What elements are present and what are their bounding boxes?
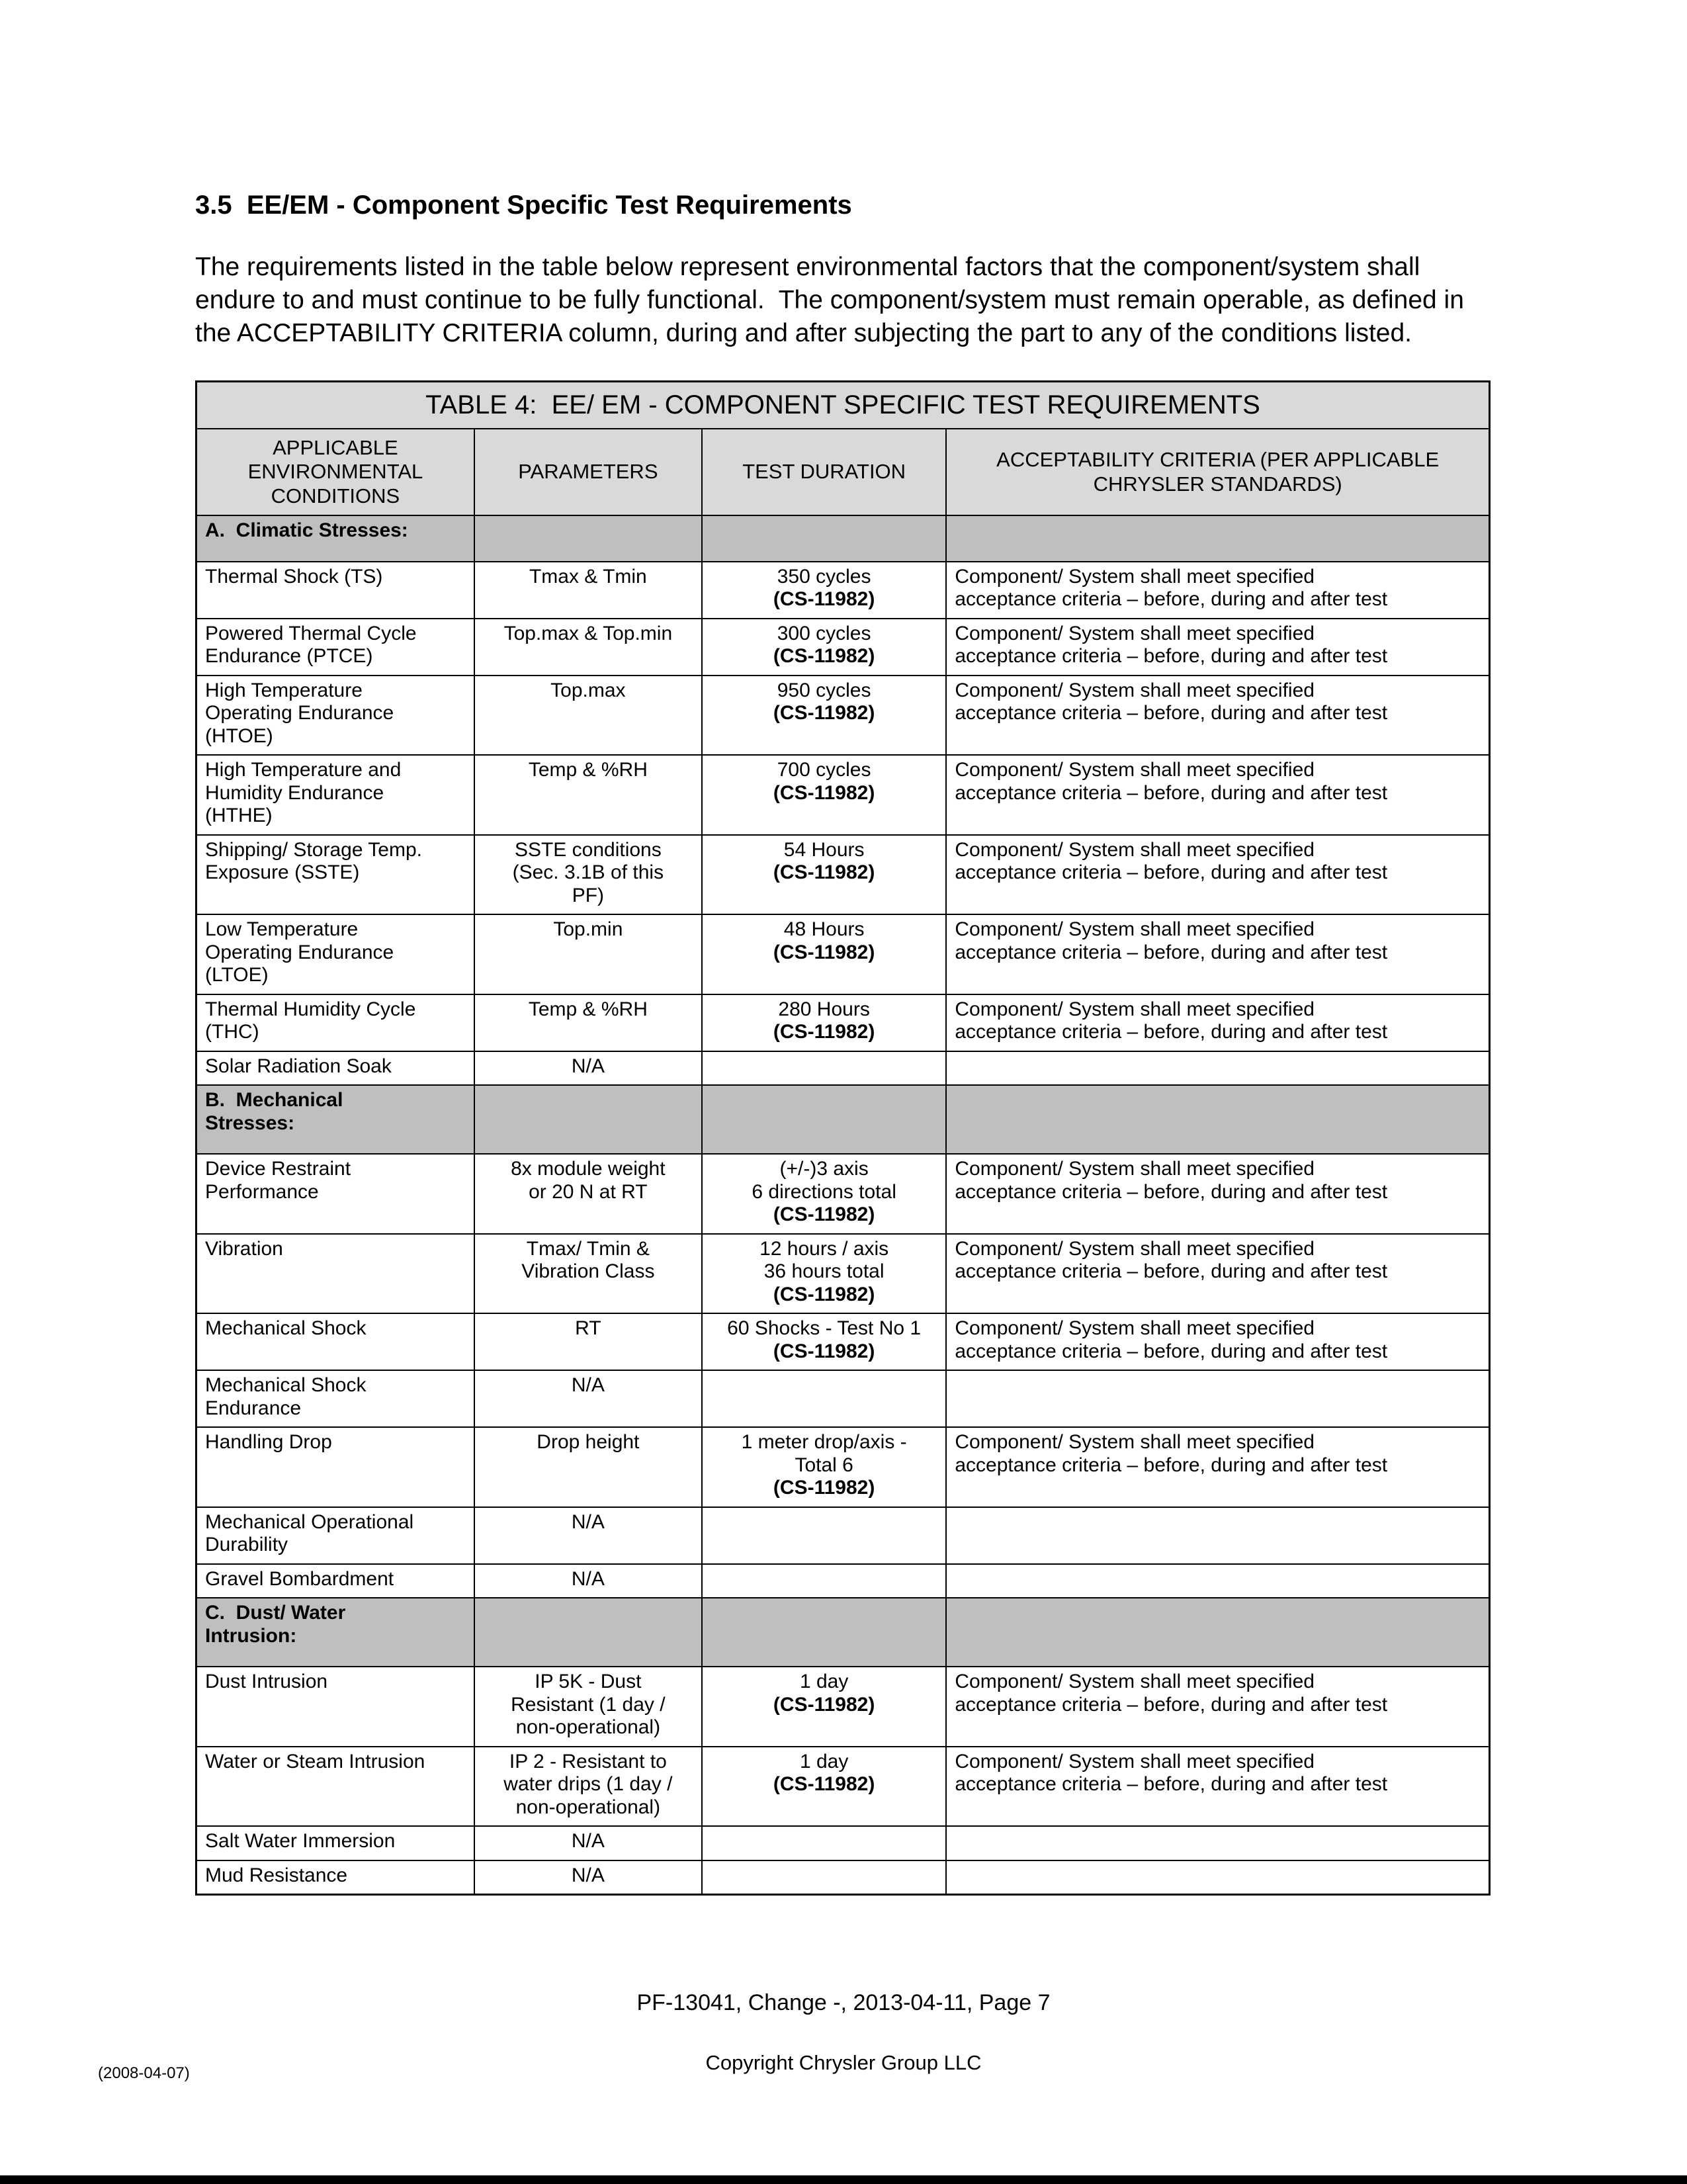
condition-cell: Thermal Humidity Cycle (THC) bbox=[196, 994, 474, 1051]
requirements-table bbox=[195, 380, 1491, 1896]
table-row bbox=[196, 676, 1490, 756]
duration-cell bbox=[702, 1826, 946, 1860]
duration-cell: 280 Hours (CS-11982) bbox=[702, 994, 946, 1051]
section-empty-cell bbox=[702, 515, 946, 562]
table-row bbox=[196, 1051, 1490, 1086]
condition-cell: Thermal Shock (TS) bbox=[196, 562, 474, 619]
table-title: TABLE 4: EE/ EM - COMPONENT SPECIFIC TEST REQUIREMENTS bbox=[196, 381, 1490, 429]
table-row bbox=[196, 1370, 1490, 1427]
parameters-cell: Drop height bbox=[474, 1427, 702, 1507]
duration-cell: 700 cycles (CS-11982) bbox=[702, 755, 946, 835]
duration-cell bbox=[702, 1564, 946, 1598]
table-title-row bbox=[196, 381, 1490, 429]
standard-reference: (CS-11982) bbox=[773, 941, 875, 963]
acceptance-criteria-cell bbox=[946, 1826, 1489, 1860]
table-header-row bbox=[196, 429, 1490, 516]
parameters-cell: IP 5K - Dust Resistant (1 day / non-operational) bbox=[474, 1667, 702, 1747]
parameters-cell: Tmax/ Tmin & Vibration Class bbox=[474, 1234, 702, 1314]
section-empty-cell bbox=[702, 1598, 946, 1667]
acceptance-criteria-cell bbox=[946, 1051, 1489, 1086]
acceptance-criteria-cell: Component/ System shall meet specified acceptance criteria – before, during and after test bbox=[946, 1313, 1489, 1370]
parameters-cell: IP 2 - Resistant to water drips (1 day / non-operational) bbox=[474, 1747, 702, 1827]
duration-cell bbox=[702, 1507, 946, 1564]
condition-cell: Dust Intrusion bbox=[196, 1667, 474, 1747]
table-row bbox=[196, 1564, 1490, 1598]
condition-cell: Mud Resistance bbox=[196, 1860, 474, 1895]
acceptance-criteria-cell: Component/ System shall meet specified acceptance criteria – before, during and after test bbox=[946, 1154, 1489, 1234]
duration-cell bbox=[702, 1370, 946, 1427]
duration-cell: 1 day (CS-11982) bbox=[702, 1667, 946, 1747]
standard-reference: (CS-11982) bbox=[773, 1340, 875, 1362]
parameters-cell: Top.max bbox=[474, 676, 702, 756]
section-empty-cell bbox=[474, 1598, 702, 1667]
standard-reference: (CS-11982) bbox=[773, 1021, 875, 1043]
table-row bbox=[196, 1313, 1490, 1370]
standard-reference: (CS-11982) bbox=[773, 645, 875, 668]
parameters-cell: N/A bbox=[474, 1564, 702, 1598]
table-body bbox=[196, 515, 1490, 1895]
duration-cell: 54 Hours (CS-11982) bbox=[702, 835, 946, 915]
parameters-cell: Tmax & Tmin bbox=[474, 562, 702, 619]
condition-cell: Shipping/ Storage Temp. Exposure (SSTE) bbox=[196, 835, 474, 915]
column-header-test-duration: TEST DURATION bbox=[702, 429, 946, 516]
acceptance-criteria-cell: Component/ System shall meet specified acceptance criteria – before, during and after test bbox=[946, 1234, 1489, 1314]
condition-cell: High Temperature Operating Endurance (HTOE) bbox=[196, 676, 474, 756]
section-label: C. Dust/ Water Intrusion: bbox=[196, 1598, 474, 1667]
parameters-cell: N/A bbox=[474, 1370, 702, 1427]
acceptance-criteria-cell: Component/ System shall meet specified acceptance criteria – before, during and after test bbox=[946, 1667, 1489, 1747]
table-row bbox=[196, 1747, 1490, 1827]
table-row bbox=[196, 1234, 1490, 1314]
column-header-acceptability-criteria: ACCEPTABILITY CRITERIA (PER APPLICABLE CHRYSLER STANDARDS) bbox=[946, 429, 1489, 516]
standard-reference: (CS-11982) bbox=[773, 1477, 875, 1499]
table-row bbox=[196, 562, 1490, 619]
standard-reference: (CS-11982) bbox=[773, 861, 875, 884]
condition-cell: Mechanical Shock Endurance bbox=[196, 1370, 474, 1427]
table-row bbox=[196, 994, 1490, 1051]
condition-cell: Solar Radiation Soak bbox=[196, 1051, 474, 1086]
parameters-cell: Top.min bbox=[474, 914, 702, 994]
section-empty-cell bbox=[474, 1085, 702, 1154]
section-empty-cell bbox=[474, 515, 702, 562]
parameters-cell: Top.max & Top.min bbox=[474, 619, 702, 676]
parameters-cell: Temp & %RH bbox=[474, 755, 702, 835]
acceptance-criteria-cell bbox=[946, 1564, 1489, 1598]
standard-reference: (CS-11982) bbox=[773, 588, 875, 611]
table-section-row bbox=[196, 1085, 1490, 1154]
acceptance-criteria-cell bbox=[946, 1860, 1489, 1895]
acceptance-criteria-cell: Component/ System shall meet specified acceptance criteria – before, during and after test bbox=[946, 1427, 1489, 1507]
condition-cell: Mechanical Shock bbox=[196, 1313, 474, 1370]
table-row bbox=[196, 1154, 1490, 1234]
condition-cell: Gravel Bombardment bbox=[196, 1564, 474, 1598]
column-header-parameters: PARAMETERS bbox=[474, 429, 702, 516]
table-row bbox=[196, 1860, 1490, 1895]
table-row bbox=[196, 619, 1490, 676]
table-row bbox=[196, 835, 1490, 915]
column-header-conditions: APPLICABLE ENVIRONMENTAL CONDITIONS bbox=[196, 429, 474, 516]
acceptance-criteria-cell: Component/ System shall meet specified acceptance criteria – before, during and after test bbox=[946, 676, 1489, 756]
table-row bbox=[196, 1667, 1490, 1747]
duration-cell: 48 Hours (CS-11982) bbox=[702, 914, 946, 994]
copyright-line: Copyright Chrysler Group LLC bbox=[705, 2051, 982, 2074]
table-row bbox=[196, 1826, 1490, 1860]
duration-cell: (+/-)3 axis 6 directions total (CS-11982) bbox=[702, 1154, 946, 1234]
acceptance-criteria-cell bbox=[946, 1370, 1489, 1427]
acceptance-criteria-cell: Component/ System shall meet specified acceptance criteria – before, during and after test bbox=[946, 1747, 1489, 1827]
table-section-row bbox=[196, 515, 1490, 562]
scan-artifact-bottom bbox=[0, 2175, 1687, 2184]
condition-cell: Salt Water Immersion bbox=[196, 1826, 474, 1860]
table-section-row bbox=[196, 1598, 1490, 1667]
section-empty-cell bbox=[946, 1085, 1489, 1154]
condition-cell: Handling Drop bbox=[196, 1427, 474, 1507]
table-row bbox=[196, 914, 1490, 994]
standard-reference: (CS-11982) bbox=[773, 1283, 875, 1305]
section-empty-cell bbox=[702, 1085, 946, 1154]
intro-paragraph: The requirements listed in the table below represent environmental factors that the component/system shall endure to and must continue to be fully functional. The component/system must remain operable, as defined in the ACCEPTABILITY CRITERIA column, during and after subjecting the part to any of the conditions listed. bbox=[195, 253, 1464, 347]
acceptance-criteria-cell: Component/ System shall meet specified acceptance criteria – before, during and after test bbox=[946, 835, 1489, 915]
acceptance-criteria-cell: Component/ System shall meet specified acceptance criteria – before, during and after test bbox=[946, 619, 1489, 676]
parameters-cell: N/A bbox=[474, 1507, 702, 1564]
acceptance-criteria-cell: Component/ System shall meet specified acceptance criteria – before, during and after test bbox=[946, 914, 1489, 994]
condition-cell: Mechanical Operational Durability bbox=[196, 1507, 474, 1564]
standard-reference: (CS-11982) bbox=[773, 781, 875, 804]
duration-cell: 950 cycles (CS-11982) bbox=[702, 676, 946, 756]
condition-cell: Vibration bbox=[196, 1234, 474, 1314]
acceptance-criteria-cell: Component/ System shall meet specified acceptance criteria – before, during and after test bbox=[946, 562, 1489, 619]
table-row bbox=[196, 1507, 1490, 1564]
parameters-cell: 8x module weight or 20 N at RT bbox=[474, 1154, 702, 1234]
duration-cell: 1 day (CS-11982) bbox=[702, 1747, 946, 1827]
acceptance-criteria-cell bbox=[946, 1507, 1489, 1564]
condition-cell: High Temperature and Humidity Endurance (HTHE) bbox=[196, 755, 474, 835]
duration-cell: 1 meter drop/axis - Total 6 (CS-11982) bbox=[702, 1427, 946, 1507]
standard-reference: (CS-11982) bbox=[773, 1693, 875, 1716]
condition-cell: Water or Steam Intrusion bbox=[196, 1747, 474, 1827]
page-footer: PF-13041, Change -, 2013-04-11, Page 7 bbox=[636, 1990, 1051, 2015]
standard-reference: (CS-11982) bbox=[773, 1203, 875, 1226]
parameters-cell: N/A bbox=[474, 1860, 702, 1895]
condition-cell: Device Restraint Performance bbox=[196, 1154, 474, 1234]
parameters-cell: RT bbox=[474, 1313, 702, 1370]
duration-cell: 60 Shocks - Test No 1 (CS-11982) bbox=[702, 1313, 946, 1370]
table-row bbox=[196, 1427, 1490, 1507]
page-content bbox=[195, 191, 1491, 1896]
section-heading: 3.5 EE/EM - Component Specific Test Requirements bbox=[195, 191, 852, 220]
acceptance-criteria-cell: Component/ System shall meet specified acceptance criteria – before, during and after test bbox=[946, 755, 1489, 835]
doc-date: (2008-04-07) bbox=[98, 2064, 190, 2082]
section-empty-cell bbox=[946, 1598, 1489, 1667]
parameters-cell: N/A bbox=[474, 1051, 702, 1086]
acceptance-criteria-cell: Component/ System shall meet specified acceptance criteria – before, during and after test bbox=[946, 994, 1489, 1051]
section-label: B. Mechanical Stresses: bbox=[196, 1085, 474, 1154]
condition-cell: Low Temperature Operating Endurance (LTOE) bbox=[196, 914, 474, 994]
condition-cell: Powered Thermal Cycle Endurance (PTCE) bbox=[196, 619, 474, 676]
duration-cell: 300 cycles (CS-11982) bbox=[702, 619, 946, 676]
table-row bbox=[196, 755, 1490, 835]
parameters-cell: Temp & %RH bbox=[474, 994, 702, 1051]
standard-reference: (CS-11982) bbox=[773, 1773, 875, 1796]
duration-cell bbox=[702, 1051, 946, 1086]
duration-cell: 350 cycles (CS-11982) bbox=[702, 562, 946, 619]
standard-reference: (CS-11982) bbox=[773, 702, 875, 724]
section-label: A. Climatic Stresses: bbox=[196, 515, 474, 562]
duration-cell bbox=[702, 1860, 946, 1895]
parameters-cell: SSTE conditions (Sec. 3.1B of this PF) bbox=[474, 835, 702, 915]
section-empty-cell bbox=[946, 515, 1489, 562]
parameters-cell: N/A bbox=[474, 1826, 702, 1860]
duration-cell: 12 hours / axis 36 hours total (CS-11982) bbox=[702, 1234, 946, 1314]
